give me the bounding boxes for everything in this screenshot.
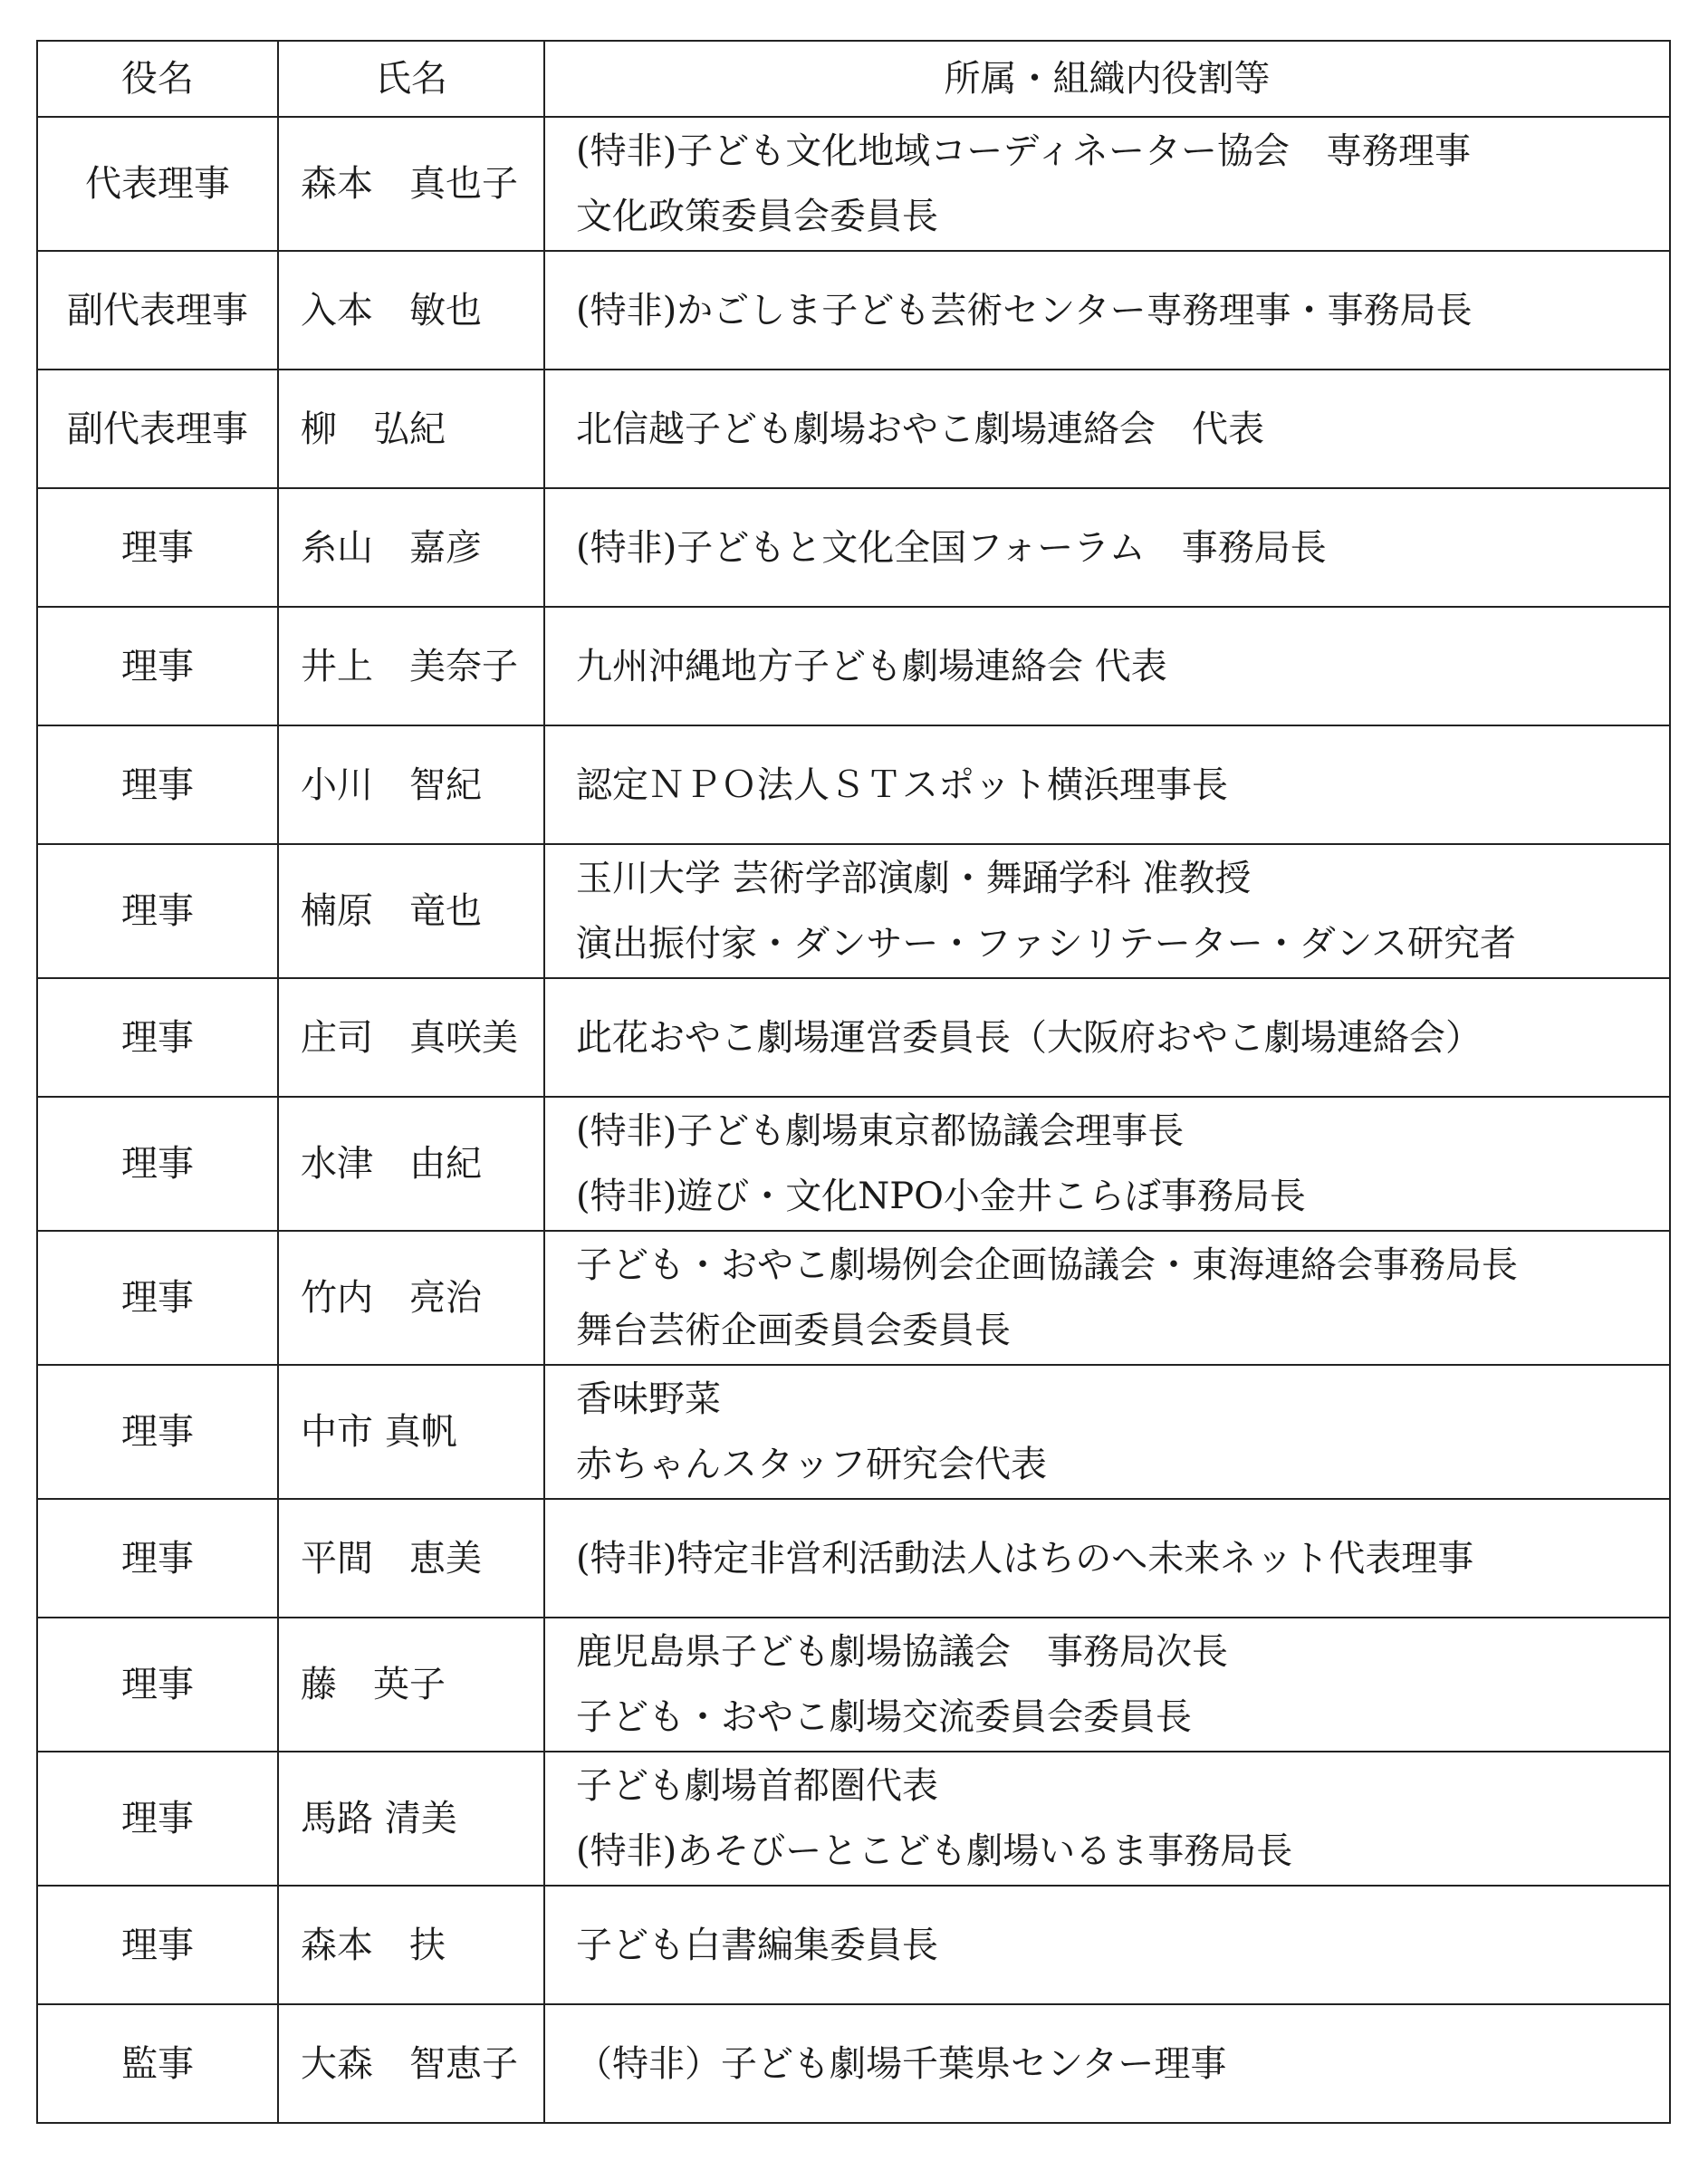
officer-roster-table <box>36 40 1671 2124</box>
name-cell: 入本 敏也 <box>278 251 544 370</box>
role-cell: 理事 <box>37 1618 278 1752</box>
affiliation-line: 子ども・おやこ劇場交流委員会委員長 <box>576 1696 1192 1738</box>
affiliation-line: (特非)かごしま子ども芸術センター専務理事・事務局長 <box>576 289 1473 331</box>
name-cell: 大森 智恵子 <box>278 2004 544 2123</box>
role-cell: 副代表理事 <box>37 251 278 370</box>
affiliation-line: (特非)子ども劇場東京都協議会理事長 <box>576 1110 1185 1152</box>
name-cell: 森本 扶 <box>278 1886 544 2004</box>
name-cell: 楠原 竜也 <box>278 844 544 978</box>
affiliation-cell <box>544 1097 1670 1231</box>
name-cell: 馬路 清美 <box>278 1752 544 1886</box>
role-cell: 理事 <box>37 1097 278 1231</box>
affiliation-cell <box>544 725 1670 844</box>
table-row <box>37 1365 1670 1499</box>
affiliation-line: (特非)あそびーとこども劇場いるま事務局長 <box>576 1830 1293 1872</box>
table-row <box>37 1231 1670 1365</box>
table-row <box>37 488 1670 607</box>
name-cell: 中市 真帆 <box>278 1365 544 1499</box>
affiliation-cell <box>544 978 1670 1097</box>
name-cell: 藤 英子 <box>278 1618 544 1752</box>
role-cell: 理事 <box>37 488 278 607</box>
table-row <box>37 1618 1670 1752</box>
affiliation-line: 北信越子ども劇場おやこ劇場連絡会 代表 <box>576 408 1264 450</box>
affiliation-line: 文化政策委員会委員長 <box>576 196 938 237</box>
role-cell: 理事 <box>37 978 278 1097</box>
role-cell: 理事 <box>37 725 278 844</box>
name-cell: 糸山 嘉彦 <box>278 488 544 607</box>
table-row <box>37 1499 1670 1618</box>
affiliation-cell <box>544 488 1670 607</box>
table-row <box>37 370 1670 488</box>
role-cell: 理事 <box>37 844 278 978</box>
name-cell: 井上 美奈子 <box>278 607 544 725</box>
affiliation-cell <box>544 1365 1670 1499</box>
name-cell: 森本 真也子 <box>278 117 544 251</box>
affiliation-line: 認定ＮＰＯ法人ＳＴスポット横浜理事長 <box>576 763 1228 806</box>
affiliation-cell <box>544 607 1670 725</box>
affiliation-line: (特非)遊び・文化NPO小金井こらぼ事務局長 <box>576 1176 1306 1217</box>
affiliation-line: 赤ちゃんスタッフ研究会代表 <box>576 1444 1047 1485</box>
role-cell: 理事 <box>37 1499 278 1618</box>
table-row <box>37 2004 1670 2123</box>
role-cell: 副代表理事 <box>37 370 278 488</box>
affiliation-line: 舞台芸術企画委員会委員長 <box>576 1310 1011 1351</box>
table-row <box>37 251 1670 370</box>
affiliation-line: 玉川大学 芸術学部演劇・舞踊学科 准教授 <box>576 858 1252 899</box>
table-row <box>37 844 1670 978</box>
table-body <box>37 117 1670 2123</box>
affiliation-cell <box>544 1752 1670 1886</box>
role-cell: 代表理事 <box>37 117 278 251</box>
header-name: 氏名 <box>278 41 544 117</box>
name-cell: 庄司 真咲美 <box>278 978 544 1097</box>
affiliation-cell <box>544 117 1670 251</box>
role-cell: 理事 <box>37 1231 278 1365</box>
table-row <box>37 978 1670 1097</box>
name-cell: 竹内 亮治 <box>278 1231 544 1365</box>
affiliation-cell <box>544 1618 1670 1752</box>
affiliation-line: (特非)子どもと文化全国フォーラム 事務局長 <box>576 526 1327 569</box>
table-header <box>37 41 1670 117</box>
affiliation-cell <box>544 1231 1670 1365</box>
affiliation-line: 子ども白書編集委員長 <box>576 1924 938 1966</box>
affiliation-line: 九州沖縄地方子ども劇場連絡会 代表 <box>576 645 1167 687</box>
affiliation-cell <box>544 844 1670 978</box>
affiliation-cell <box>544 370 1670 488</box>
affiliation-line: (特非)特定非営利活動法人はちのへ未来ネット代表理事 <box>576 1537 1474 1579</box>
affiliation-cell <box>544 251 1670 370</box>
table-row <box>37 1886 1670 2004</box>
affiliation-line: 子ども劇場首都圏代表 <box>576 1765 938 1807</box>
affiliation-cell <box>544 1499 1670 1618</box>
table-row <box>37 725 1670 844</box>
table-row <box>37 1752 1670 1886</box>
table-row <box>37 1097 1670 1231</box>
name-cell: 水津 由紀 <box>278 1097 544 1231</box>
affiliation-line: 香味野菜 <box>576 1378 721 1420</box>
role-cell: 監事 <box>37 2004 278 2123</box>
role-cell: 理事 <box>37 607 278 725</box>
affiliation-line: （特非）子ども劇場千葉県センター理事 <box>576 2042 1227 2085</box>
name-cell: 平間 恵美 <box>278 1499 544 1618</box>
affiliation-cell <box>544 2004 1670 2123</box>
affiliation-line: 子ども・おやこ劇場例会企画協議会・東海連絡会事務局長 <box>576 1244 1518 1286</box>
role-cell: 理事 <box>37 1886 278 2004</box>
name-cell: 柳 弘紀 <box>278 370 544 488</box>
affiliation-line: 演出振付家・ダンサー・ファシリテーター・ダンス研究者 <box>576 923 1516 965</box>
affiliation-line: (特非)子ども文化地域コーディネーター協会 専務理事 <box>576 130 1472 172</box>
header-role: 役名 <box>37 41 278 117</box>
header-row <box>37 41 1670 117</box>
role-cell: 理事 <box>37 1752 278 1886</box>
table-row <box>37 607 1670 725</box>
name-cell: 小川 智紀 <box>278 725 544 844</box>
table-row <box>37 117 1670 251</box>
header-affiliation: 所属・組織内役割等 <box>544 41 1670 117</box>
affiliation-line: 鹿児島県子ども劇場協議会 事務局次長 <box>576 1631 1228 1673</box>
affiliation-line: 此花おやこ劇場運営委員長（大阪府おやこ劇場連絡会） <box>576 1016 1482 1059</box>
role-cell: 理事 <box>37 1365 278 1499</box>
affiliation-cell <box>544 1886 1670 2004</box>
